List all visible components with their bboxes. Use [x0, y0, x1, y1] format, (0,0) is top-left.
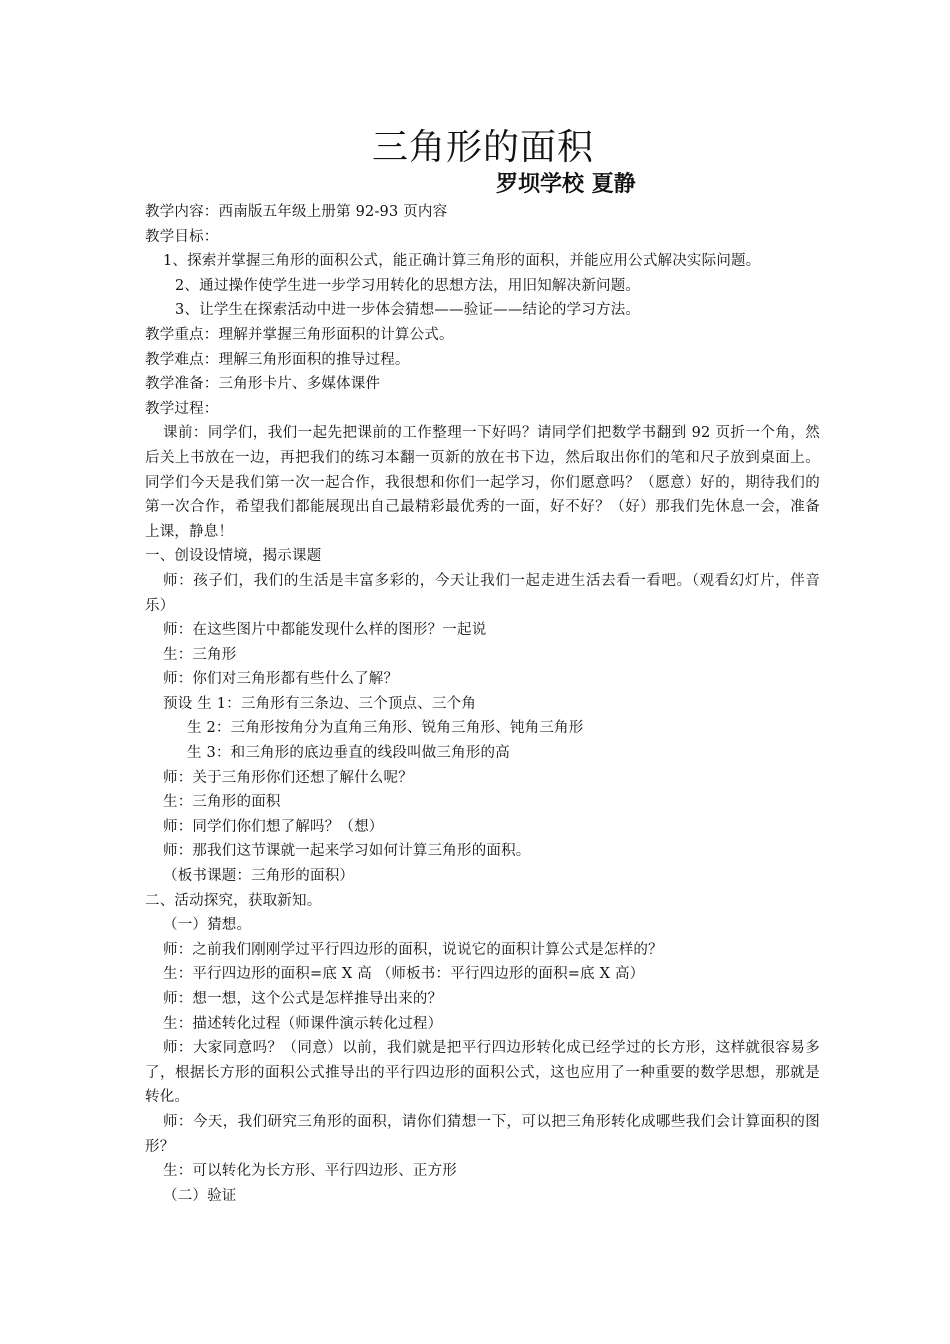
- author-line: 罗坝学校 夏静: [496, 172, 636, 197]
- section-1-heading: 一、创设设情境，揭示课题: [145, 548, 322, 565]
- goal-3: 3、让学生在探索活动中进一步体会猜想——验证——结论的学习方法。: [175, 302, 641, 319]
- difficulty: 教学难点：理解三角形面积的推导过程。: [145, 351, 410, 368]
- process-label: 教学过程：: [145, 400, 219, 417]
- subsection-heading: （二）验证: [163, 1187, 237, 1204]
- student-line: 生：三角形: [163, 646, 237, 663]
- student-line: 生：可以转化为长方形、平行四边形、正方形: [163, 1163, 457, 1180]
- teacher-line: 师：你们对三角形都有些什么了解？: [163, 671, 399, 688]
- teacher-line: 师：在这些图片中都能发现什么样的图形？一起说: [163, 622, 487, 639]
- preset-answer: 预设 生 1：三角形有三条边、三个顶点、三个角: [163, 695, 477, 712]
- key-point: 教学重点：理解并掌握三角形面积的计算公式。: [145, 326, 454, 343]
- preset-answer: 生 3：和三角形的底边垂直的线段叫做三角形的高: [187, 745, 510, 762]
- teacher-line: 师：大家同意吗？（同意）以前，我们就是把平行四边形转化成已经学过的长方形，这样就很容易多了，根据长方形的面积公式推导出的平行四边形的面积公式，这也应用了一种重要的数学思想，那就是转化。: [145, 1040, 820, 1106]
- teacher-line: 师：关于三角形你们还想了解什么呢？: [163, 769, 413, 786]
- student-line: 生：描述转化过程（师课件演示转化过程）: [163, 1015, 443, 1032]
- teacher-line: 师：同学们你们想了解吗？（想）: [163, 818, 384, 835]
- document-body: [145, 200, 820, 1208]
- board-note: （板书课题：三角形的面积）: [163, 868, 355, 885]
- preset-answer: 生 2：三角形按角分为直角三角形、锐角三角形、钝角三角形: [187, 720, 584, 737]
- student-line: 生：平行四边形的面积=底 X 高 （师板书：平行四边形的面积=底 X 高）: [163, 966, 645, 983]
- teacher-line: 师：之前我们刚刚学过平行四边形的面积，说说它的面积计算公式是怎样的？: [163, 941, 663, 958]
- pre-class-paragraph: 课前：同学们，我们一起先把课前的工作整理一下好吗？请同学们把数学书翻到 92 页折一个角，然后关上书放在一边，再把我们的练习本翻一页新的放在书下边，然后取出你们的笔和尺子放到桌面上。同学们今天是我们第一次一起合作，我很想和你们一起学习，你们愿意吗？（愿意）好的，期待我们的第一次合作，希望我们都能展现出自己最精彩最优秀的一面，好不好？（好）那我们先休息一会，准备上课，静息！: [145, 425, 820, 540]
- goal-2: 2、通过操作使学生进一步学习用转化的思想方法，用旧知解决新问题。: [175, 277, 641, 294]
- section-2-heading: 二、活动探究，获取新知。: [145, 892, 322, 909]
- teacher-line: 师：那我们这节课就一起来学习如何计算三角形的面积。: [163, 843, 531, 860]
- student-line: 生：三角形的面积: [163, 794, 281, 811]
- preparation: 教学准备：三角形卡片、多媒体课件: [145, 376, 381, 393]
- page-title: 三角形的面积: [371, 127, 594, 168]
- teaching-goals-label: 教学目标：: [145, 228, 219, 245]
- goal-1: 1、探索并掌握三角形的面积公式，能正确计算三角形的面积，并能应用公式解决实际问题。: [163, 253, 761, 270]
- teaching-content: 教学内容：西南版五年级上册第 92-93 页内容: [145, 204, 448, 220]
- teacher-line: 师：想一想，这个公式是怎样推导出来的？: [163, 991, 443, 1007]
- teacher-line: 师：孩子们，我们的生活是丰富多彩的，今天让我们一起走进生活去看一看吧。（观看幻灯片，伴音乐）: [145, 572, 820, 614]
- subsection-heading: （一）猜想。: [163, 917, 252, 934]
- teacher-line: 师：今天，我们研究三角形的面积，请你们猜想一下，可以把三角形转化成哪些我们会计算面积的图形？: [145, 1113, 820, 1155]
